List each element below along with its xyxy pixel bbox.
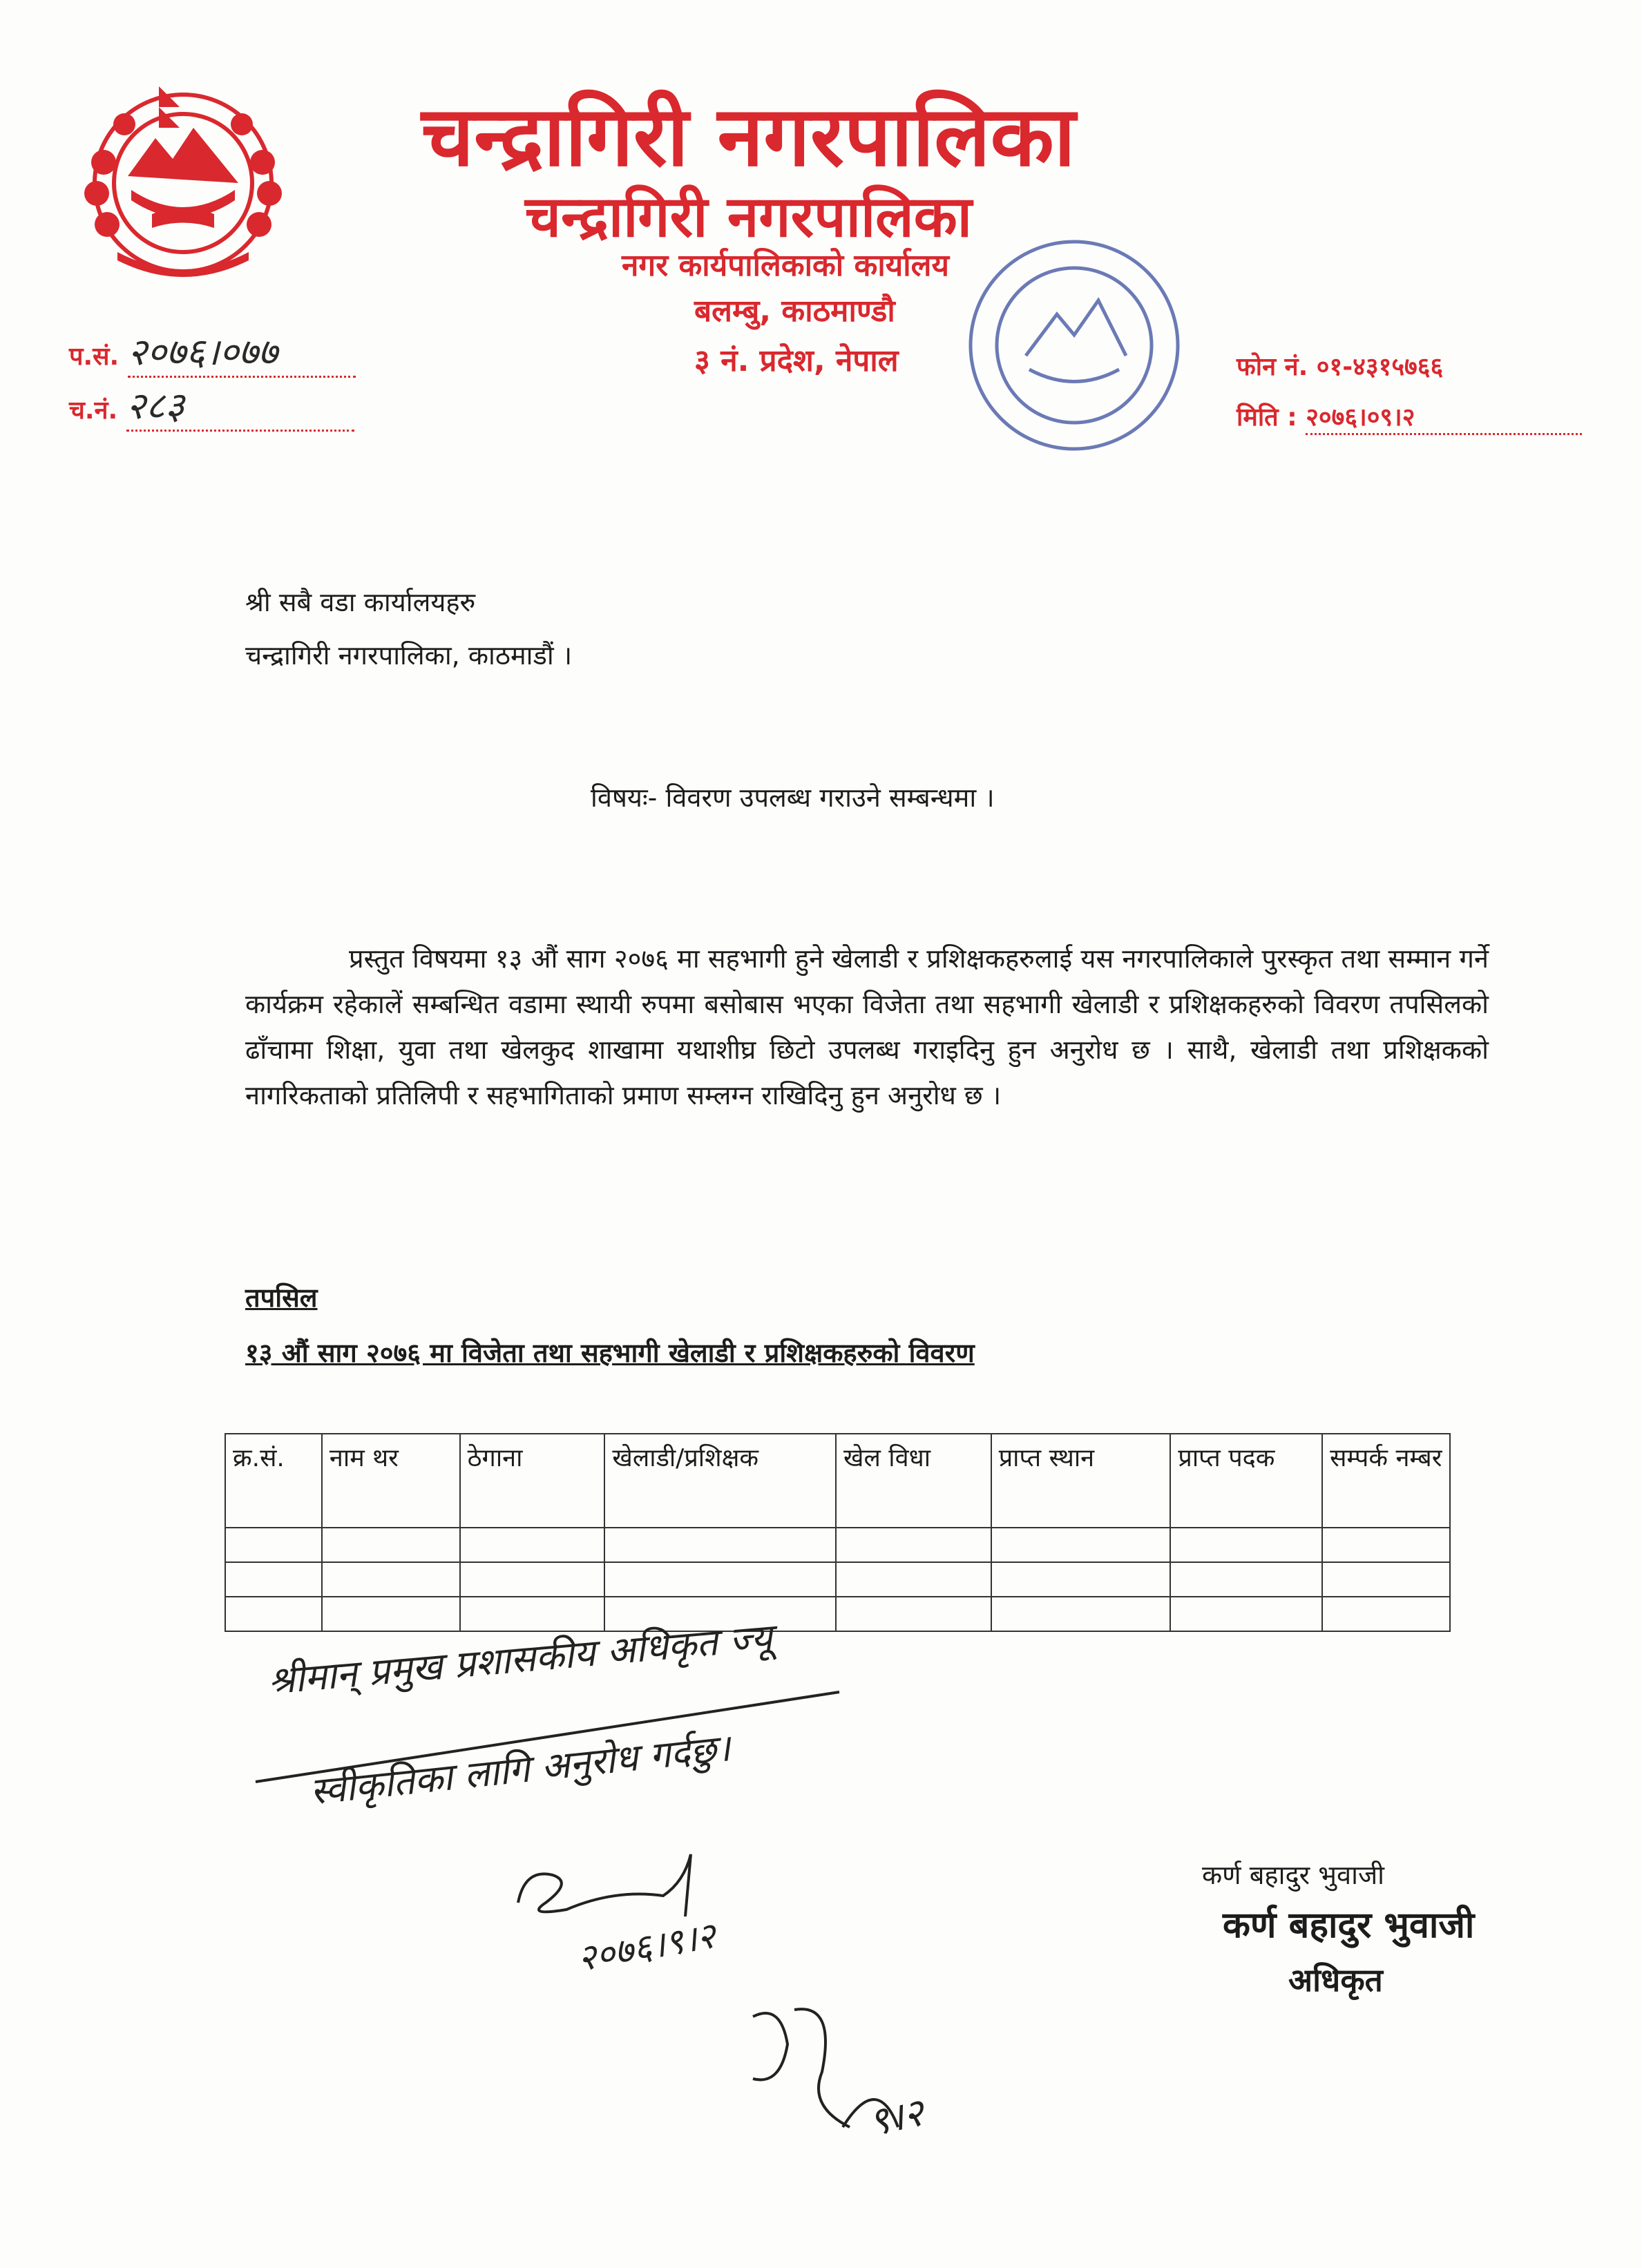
reference-number	[69, 325, 356, 378]
office-address-line1: बलम्बु, काठमाण्डौ	[694, 294, 895, 329]
dispatch-number	[69, 378, 354, 432]
dispatch-value: २८३	[126, 384, 184, 427]
addressee-line2: चन्द्रागिरी नगरपालिका, काठमाडौं ।	[245, 640, 573, 671]
annex-heading: तपसिल	[245, 1282, 318, 1313]
table-row	[225, 1597, 1450, 1631]
annex-table-title: १३ औं साग २०७६ मा विजेता तथा सहभागी खेलाडी र प्रशिक्षकहरुको विवरण	[245, 1338, 975, 1368]
column-header: सम्पर्क नम्बर	[1322, 1434, 1450, 1528]
participants-table	[225, 1433, 1451, 1632]
handwritten-date-1: २०७६।९।२	[574, 1914, 719, 1980]
letter-subject: विषयः- विवरण उपलब्ध गराउने सम्बन्धमा ।	[591, 782, 995, 813]
date-label: मिति :	[1237, 403, 1297, 432]
reference-value: २०७६।०७७	[127, 330, 278, 374]
handwritten-note-line1: श्रीमान् प्रमुख प्रशासकीय अधिकृत ज्यू	[266, 1615, 774, 1703]
dispatch-label: च.नं.	[69, 396, 118, 425]
signatory-name: कर्ण बहादुर भुवाजी	[1202, 1860, 1384, 1890]
column-header: खेल विधा	[836, 1434, 991, 1528]
column-header: क्र.सं.	[225, 1434, 322, 1528]
table-header-row	[225, 1434, 1450, 1528]
table-row	[225, 1528, 1450, 1562]
office-address-line2: ३ नं. प्रदेश, नेपाल	[694, 343, 899, 378]
table-row	[225, 1562, 1450, 1597]
municipality-name: चन्द्रागिरी नगरपालिका	[421, 89, 1076, 185]
letter-date	[1237, 399, 1582, 435]
addressee-line1: श्री सबै वडा कार्यालयहरु	[245, 587, 476, 617]
office-name: नगर कार्यपालिकाको कार्यालय	[622, 248, 949, 283]
phone-number: फोन नं. ०१-४३१५७६६	[1237, 353, 1444, 381]
signatory-name-stamp: कर्ण बहादुर भुवाजी	[1223, 1905, 1475, 1946]
nepal-coat-of-arms-icon	[76, 79, 290, 287]
column-header: प्राप्त पदक	[1170, 1434, 1322, 1528]
date-value: २०७६।०९।२	[1306, 403, 1415, 432]
office-stamp-icon	[960, 231, 1188, 459]
column-header: खेलाडी/प्रशिक्षक	[604, 1434, 836, 1528]
signatory-title: अधिकृत	[1288, 1961, 1383, 1999]
column-header: प्राप्त स्थान	[991, 1434, 1171, 1528]
reference-label: प.सं.	[69, 343, 120, 371]
column-header: नाम थर	[322, 1434, 460, 1528]
handwritten-date-2: ९।२	[864, 2090, 928, 2146]
letter-body: प्रस्तुत विषयमा १३ औं साग २०७६ मा सहभागी हुने खेलाडी र प्रशिक्षकहरुलाई यस नगरपालिकाले पुरस्कृत तथा सम्मान गर्ने कार्यक्रम रहेकालें सम्बन्धित वडामा स्थायी रुपमा बसोबास भएका विजेता तथा सहभागी खेलाडी र प्रशिक्षकहरुको विवरण तपसिलको ढाँचामा शिक्षा, युवा तथा खेलकुद शाखामा यथाशीघ्र छिटो उपलब्ध गराइदिनु हुन अनुरोध छ । साथै, खेलाडी तथा प्रशिक्षकको नागरिकताको प्रतिलिपी र सहभागिताको प्रमाण सम्लग्न राखिदिनु हुन अनुरोध छ ।	[245, 943, 1489, 1111]
handwritten-note-line2: स्वीकृतिका लागि अनुरोध गर्दछु।	[307, 1726, 733, 1814]
column-header: ठेगाना	[460, 1434, 605, 1528]
municipality-name-stylized: चन्द्रागिरी नगरपालिका	[525, 184, 972, 250]
